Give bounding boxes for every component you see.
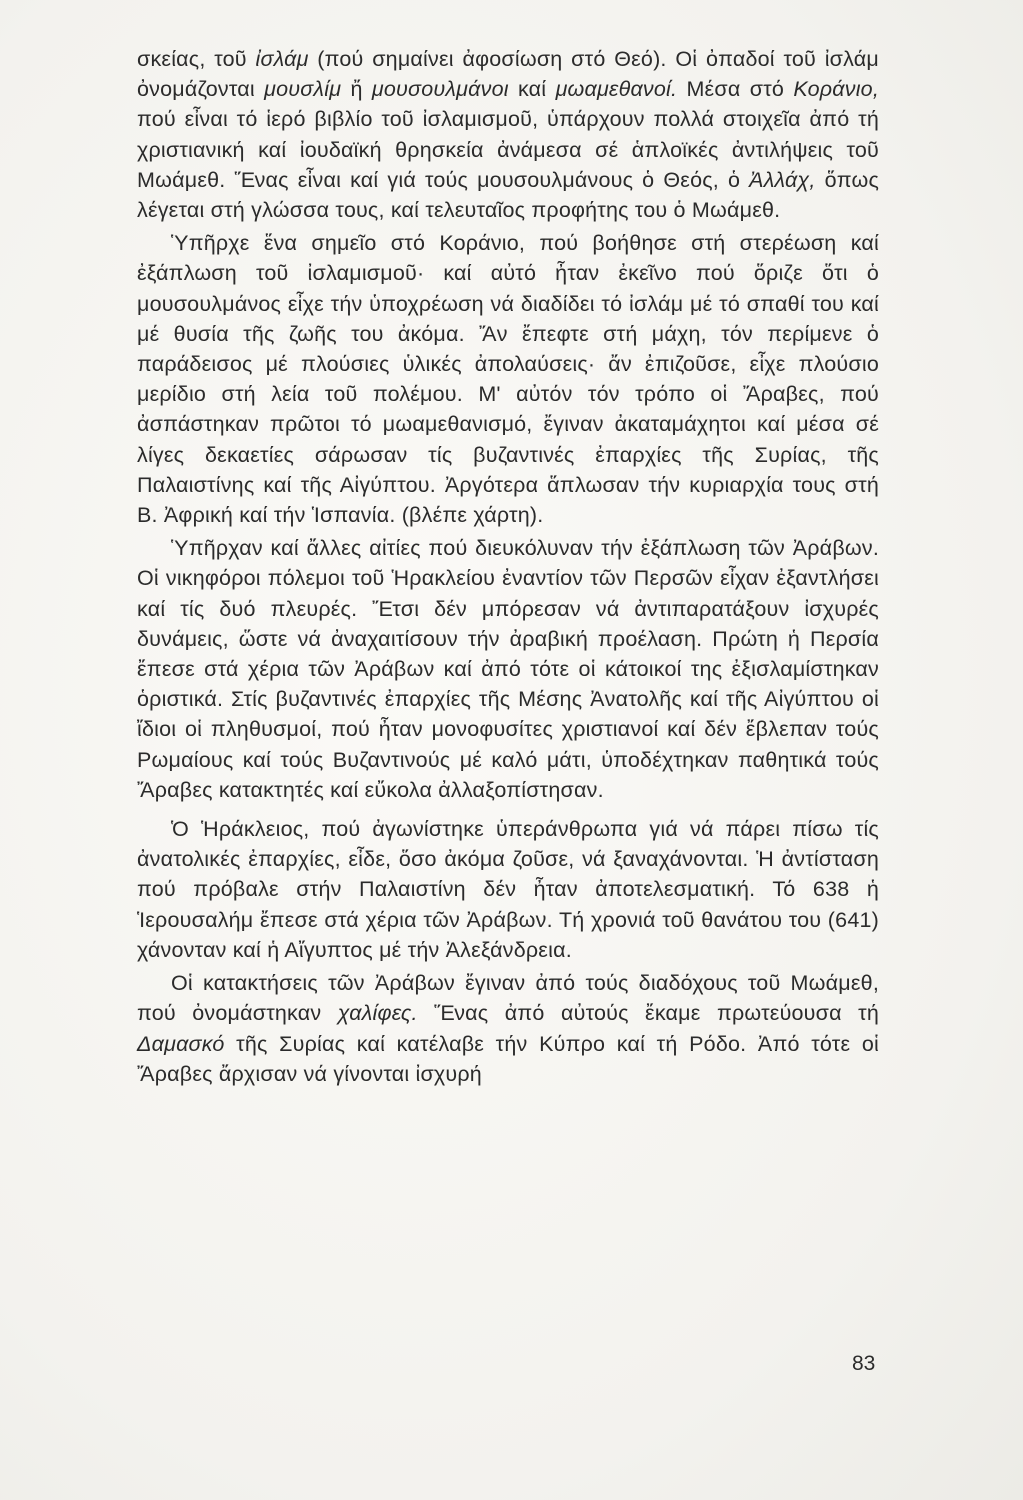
paragraph-4: Ὁ Ἡράκλειος, πού ἀγωνίστηκε ὑπεράνθρωπα γιά νά πάρει πίσω τίς ἀνατολικές ἐπαρχίες, εἶδε, ὅσο ἀκόμα ζοῦσε, νά ξαναχάνονται. Ἡ ἀντίσταση πού πρόβαλε στήν Παλαιστίνη δέν ἦταν ἀποτελεσματική. Τό 638 ἡ Ἱερουσαλήμ ἔπεσε στά χέρια τῶν Ἀράβων. Τή χρονιά τοῦ θανάτου του (641) χάνονταν καί ἡ Αἴγυπτος μέ τήν Ἀλεξάνδρεια. [137,817,879,962]
p5-text-2: Ἕνας ἀπό αὐτούς ἔκαμε πρωτεύουσα τή [417,1001,879,1026]
term-mousoulmanoi: μουσουλμάνοι [371,77,509,102]
p1-text-6: πού εἶναι τό ἱερό βιβλίο τοῦ ἰσλαμισμοῦ, ὑπάρχουν πολλά στοιχεῖα ἀπό τή χριστιανική καί ἰουδαϊκή θρησκεία ἀνάμεσα σέ ἁπλοϊκές ἀντιλήψεις τοῦ Μωάμεθ. Ἕνας εἶναι καί γιά τούς μουσουλμάνους ὁ Θεός, ὁ [137,107,879,192]
p5-text-1: Οἱ κατακτήσεις τῶν Ἀράβων ἔγιναν ἀπό τούς διαδόχους τοῦ Μωάμεθ, πού ὀνομάστηκαν [137,971,879,1026]
page-number: 83 [852,1352,876,1375]
paragraph-5 [137,968,879,1089]
p5-text-3: τῆς Συρίας καί κατέλαβε τήν Κύπρο καί τή Ρόδο. Ἀπό τότε οἱ Ἄραβες ἄρχισαν νά γίνονται ἰσχυρή [137,1031,879,1086]
term-mohammedans: μωαμεθανοί. [555,77,678,102]
paragraph-1 [137,44,879,225]
term-damascus: Δαμασκό [137,1031,225,1056]
term-caliphs: χαλίφες. [337,1001,418,1026]
term-koran: Κοράνιο, [793,77,879,102]
p1-text-2: (πού σημαίνει ἀφοσίωση στό Θεό). Οἱ ὀπαδοί τοῦ ἰσλάμ ὀνομάζονται [137,47,879,102]
p1-text-1: σκείας, τοῦ [137,47,256,71]
paragraph-2: Ὑπῆρχε ἕνα σημεῖο στό Κοράνιο, πού βοήθησε στή στερέωση καί ἐξάπλωση τοῦ ἰσλαμισμοῦ· καί αὐτό ἦταν ἐκεῖνο πού ὅριζε ὅτι ὁ μουσουλμάνος εἶχε τήν ὑποχρέωση νά διαδίδει τό ἰσλάμ μέ τό σπαθί του καί μέ θυσία τῆς ζωῆς του ἀκόμα. Ἄν ἔπεφτε στή μάχη, τόν περίμενε ὁ παράδεισος μέ πλούσιες ὑλικές ἀπολαύσεις· ἄν ἐπιζοῦσε, εἶχε πλούσιο μερίδιο στή λεία τοῦ πολέμου. Μ' αὐτόν τόν τρόπο οἱ Ἄραβες, πού ἀσπάστηκαν πρῶτοι τό μωαμεθανισμό, ἔγιναν ἀκαταμάχητοι καί μέσα σέ λίγες δεκαετίες σάρωσαν τίς βυζαντινές ἐπαρχίες τῆς Συρίας, τῆς Παλαιστίνης καί τῆς Αἰγύπτου. Ἀργότερα ἅπλωσαν τήν κυριαρχία τους στή Β. Ἀφρική καί τήν Ἱσπανία. (βλέπε χάρτη). [137,231,879,528]
paragraph-3: Ὑπῆρχαν καί ἄλλες αἰτίες πού διευκόλυναν τήν ἐξάπλωση τῶν Ἀράβων. Οἱ νικηφόροι πόλεμοι τοῦ Ἡρακλείου ἐναντίον τῶν Περσῶν εἶχαν ἐξαντλήσει καί τίς δυό πλευρές. Ἔτσι δέν μπόρεσαν νά ἀντιπαρατάξουν ἰσχυρές δυνάμεις, ὥστε νά ἀναχαιτίσουν τήν ἀραβική προέλαση. Πρώτη ἡ Περσία ἔπεσε στά χέρια τῶν Ἀράβων καί ἀπό τότε οἱ κάτοικοί της ἐξισλαμίστηκαν ὁριστικά. Στίς βυζαντινές ἐπαρχίες τῆς Μέσης Ἀνατολῆς καί τῆς Αἰγύπτου οἱ ἴδιοι οἱ πληθυσμοί, πού ἦταν μονοφυσίτες χριστιανοί καί δέν ἔβλεπαν τούς Ρωμαίους καί τούς Βυζαντινούς μέ καλό μάτι, ὑποδέχτηκαν παθητικά τούς Ἄραβες κατακτητές καί εὔκολα ἀλλαξοπίστησαν. [137,536,879,802]
p1-text-5: Μέσα στό [677,77,794,102]
p1-text-7: ὅπως λέγεται στή γλώσσα τους, καί τελευταῖος προφήτης του ὁ Μωάμεθ. [137,167,880,223]
term-islam: ἰσλάμ [255,47,309,71]
body-text [137,44,879,1089]
term-muslim: μουσλίμ [264,77,342,102]
p1-text-4: καί [508,77,556,102]
p1-text-3: ἤ [341,77,372,102]
term-allah: Ἀλλάχ, [749,167,816,192]
